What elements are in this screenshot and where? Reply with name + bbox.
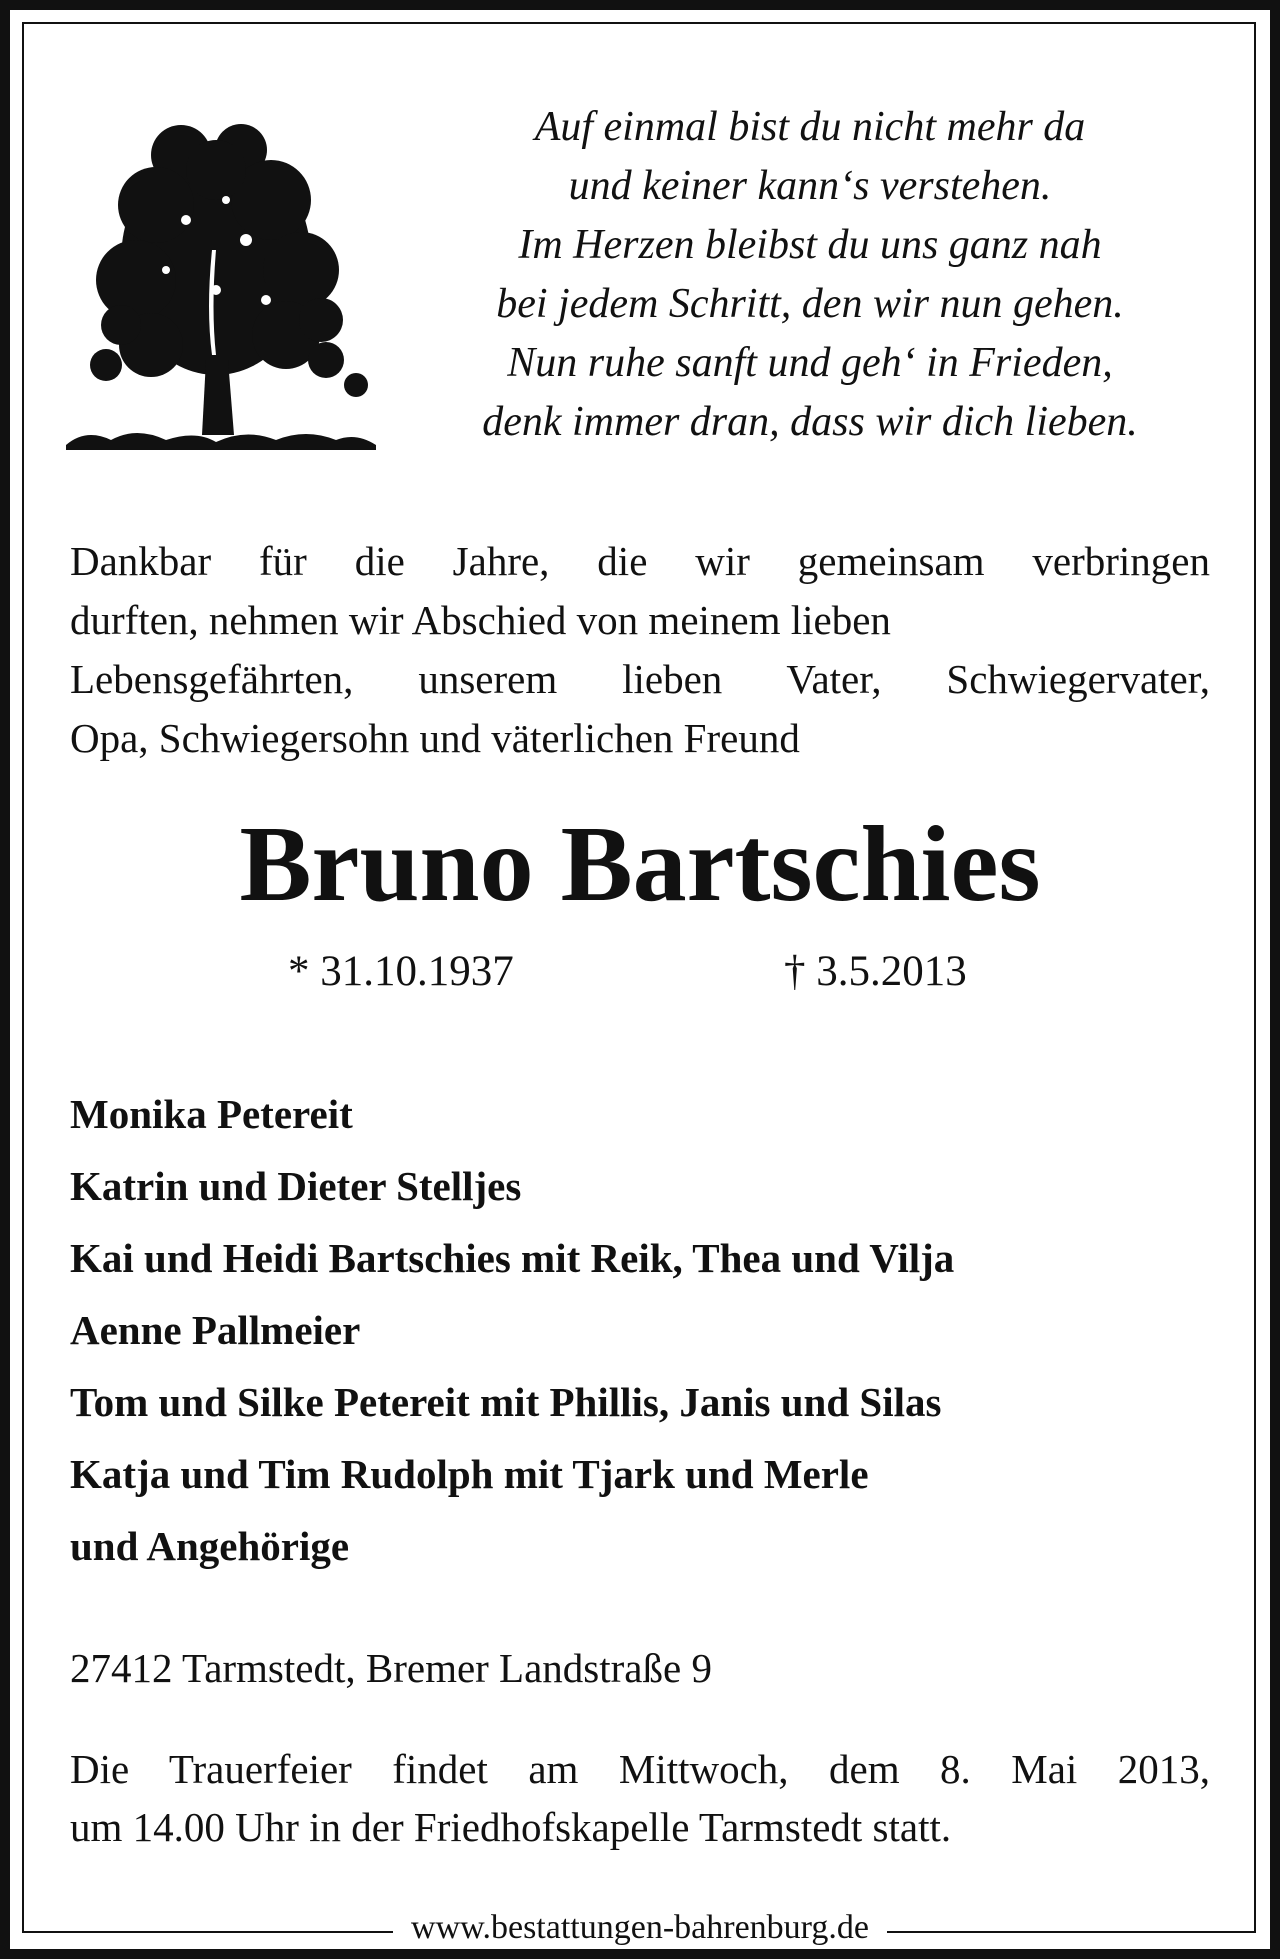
birth-date: * 31.10.1937 [288, 948, 514, 995]
service-info [70, 1740, 1210, 1856]
family-list [70, 1078, 1230, 1582]
address: 27412 Tarmstedt, Bremer Landstraße 9 [70, 1645, 712, 1691]
service-line: Die Trauerfeier findet am Mittwoch, dem 8. Mai 2013, [70, 1746, 1210, 1792]
intro-line: Dankbar für die Jahre, die wir gemeinsam verbringen [70, 538, 1210, 584]
service-line: um 14.00 Uhr in der Friedhofskapelle Tarmstedt statt. [70, 1804, 952, 1850]
family-member: Katrin und Dieter Stelljes [70, 1163, 522, 1209]
deceased-name: Bruno Bartschies [239, 805, 1041, 924]
family-member: und Angehörige [70, 1523, 350, 1569]
death-date: † 3.5.2013 [784, 948, 967, 995]
family-member: Tom und Silke Petereit mit Phillis, Janis und Silas [70, 1379, 942, 1425]
poem-line: Nun ruhe sanft und geh‘ in Frieden, [507, 340, 1113, 386]
intro-text [70, 532, 1210, 768]
family-member: Katja und Tim Rudolph mit Tjark und Merle [70, 1451, 869, 1497]
poem-line: und keiner kann‘s verstehen. [568, 163, 1052, 209]
poem-line: denk immer dran, dass wir dich lieben. [482, 399, 1138, 445]
poem-line: Im Herzen bleibst du uns ganz nah [518, 222, 1102, 268]
intro-line: Opa, Schwiegersohn und väterlichen Freund [70, 715, 800, 761]
intro-line: Lebensgefährten, unserem lieben Vater, Schwiegervater, [70, 656, 1210, 702]
family-member: Kai und Heidi Bartschies mit Reik, Thea und Vilja [70, 1235, 955, 1281]
family-member: Aenne Pallmeier [70, 1307, 361, 1353]
intro-line: durften, nehmen wir Abschied von meinem lieben [70, 597, 891, 643]
poem-line: Auf einmal bist du nicht mehr da [534, 104, 1086, 150]
footer [0, 1908, 1280, 1948]
footer-url[interactable]: www.bestattungen-bahrenburg.de [393, 1909, 887, 1946]
family-member: Monika Petereit [70, 1091, 353, 1137]
tree-icon [66, 110, 376, 450]
memorial-poem [410, 98, 1210, 452]
poem-line: bei jedem Schritt, den wir nun gehen. [496, 281, 1124, 327]
